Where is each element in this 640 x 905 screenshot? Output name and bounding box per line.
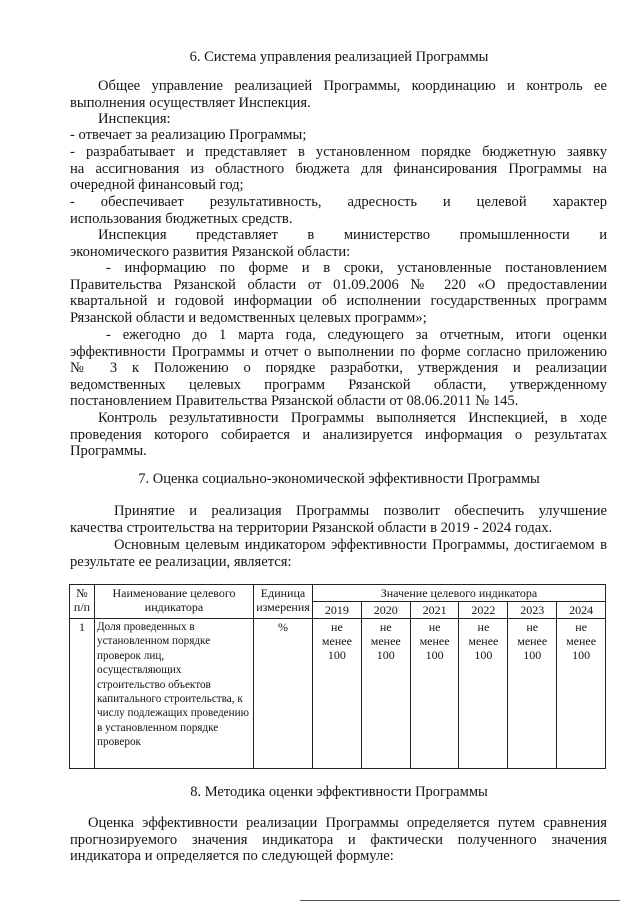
table-row	[70, 619, 606, 769]
section-6-paragraph-6	[70, 227, 607, 260]
section-7-paragraph-2	[70, 537, 607, 570]
value-2023: не менее 100	[508, 619, 557, 769]
text-line: прогнозируемого значения индикатора и фактически полученного значения	[70, 831, 607, 848]
text-line: Оценка эффективности реализации Программы определяется путем сравнения	[88, 815, 607, 831]
section-6-paragraph-9	[70, 410, 607, 460]
text-line: ведомственных целевых программ Рязанской области, утвержденному	[70, 376, 607, 393]
text-line: Принятие и реализация Программы позволит обеспечить улучшение	[114, 503, 607, 519]
row-number: 1	[70, 619, 95, 769]
section-6-paragraph-4	[70, 144, 607, 194]
header-target-values: Значение целевого индикатора	[313, 585, 606, 602]
value-2020: не менее 100	[361, 619, 410, 769]
year-2019: 2019	[313, 602, 362, 619]
value-2022: не менее 100	[459, 619, 508, 769]
header-number: № п/п	[70, 585, 95, 619]
row-indicator-name: Доля проведенных в установленном порядке проверок лиц, осуществляющих строительство объектов капитального строительства, к числу подлежащих проведению в установленном порядке проверок	[95, 619, 254, 769]
section-6-heading: 6. Система управления реализацией Программы	[189, 49, 489, 65]
text-line: квартальной и годовой информации об исполнении государственных программ	[70, 293, 607, 310]
text-line: Инспекция:	[98, 111, 171, 127]
value-2024: не менее 100	[557, 619, 606, 769]
target-indicator-table	[69, 584, 606, 769]
year-2024: 2024	[557, 602, 606, 619]
text-line: индикатора и определяется по следующей формуле:	[70, 848, 394, 865]
text-line: Рязанской области и ведомственных целевых программ»;	[70, 309, 427, 326]
year-2022: 2022	[459, 602, 508, 619]
year-2023: 2023	[508, 602, 557, 619]
text-line: на ассигнования из областного бюджета для финансирования Программы на	[70, 160, 607, 177]
text-line: - отвечает за реализацию Программы;	[70, 127, 307, 143]
text-line: выполнения осуществляет Инспекция.	[70, 94, 311, 111]
value-2021: не менее 100	[410, 619, 459, 769]
text-line: Основным целевым индикатором эффективности Программы, достигаемом в	[114, 537, 607, 553]
section-6-paragraph-2	[70, 111, 607, 128]
text-line: - обеспечивает результативность, адресность и целевой характер	[70, 194, 607, 210]
text-line: - информацию по форме и в сроки, установленные постановлением	[106, 260, 607, 276]
year-2021: 2021	[410, 602, 459, 619]
text-line: Правительства Рязанской области от 01.09.2006 № 220 «О предоставлении	[70, 276, 607, 293]
section-6-paragraph-3	[70, 127, 607, 144]
text-line: экономического развития Рязанской области:	[70, 243, 351, 260]
text-line: очередной финансовый год;	[70, 177, 244, 194]
text-line: эффективности Программы и отчет о выполнении по форме согласно приложению	[70, 343, 607, 360]
table-header-row	[70, 585, 606, 602]
section-6-paragraph-8	[70, 327, 607, 410]
section-6-paragraph-1	[70, 78, 607, 111]
header-indicator-name: Наименование целевого индикатора	[95, 585, 254, 619]
text-line: № 3 к Положению о порядке разработки, утверждения и реализации	[70, 360, 607, 377]
section-6-paragraph-7	[70, 260, 607, 326]
section-7-paragraph-1	[70, 503, 607, 536]
text-line: - разрабатывает и представляет в установленном порядке бюджетную заявку	[70, 144, 607, 160]
text-line: результате ее реализации, является:	[70, 553, 292, 570]
text-line: Программы.	[70, 443, 147, 460]
section-8-heading: 8. Методика оценки эффективности Программы	[190, 784, 488, 800]
text-line: Контроль результативности Программы выполняется Инспекцией, в ходе	[98, 410, 607, 426]
text-line: Инспекция представляет в министерство промышленности и	[98, 227, 607, 243]
row-unit: %	[254, 619, 313, 769]
text-line: использования бюджетных средств.	[70, 210, 293, 227]
text-line: проведения которого собирается и анализируется информация о результатах	[70, 426, 607, 443]
value-2019: не менее 100	[313, 619, 362, 769]
text-line: Общее управление реализацией Программы, координацию и контроль ее	[98, 78, 607, 94]
section-6-paragraph-5	[70, 194, 607, 227]
section-8-paragraph-1	[70, 815, 607, 865]
text-line: постановлением Правительства Рязанской области от 08.06.2011 № 145.	[70, 393, 519, 410]
year-2020: 2020	[361, 602, 410, 619]
text-line: - ежегодно до 1 марта года, следующего за отчетным, итоги оценки	[106, 327, 607, 343]
page-bottom-rule	[300, 900, 620, 901]
header-unit: Единица измерения	[254, 585, 313, 619]
section-7-heading: 7. Оценка социально-экономической эффективности Программы	[138, 471, 540, 487]
text-line: качества строительства на территории Рязанской области в 2019 - 2024 годах.	[70, 519, 553, 536]
